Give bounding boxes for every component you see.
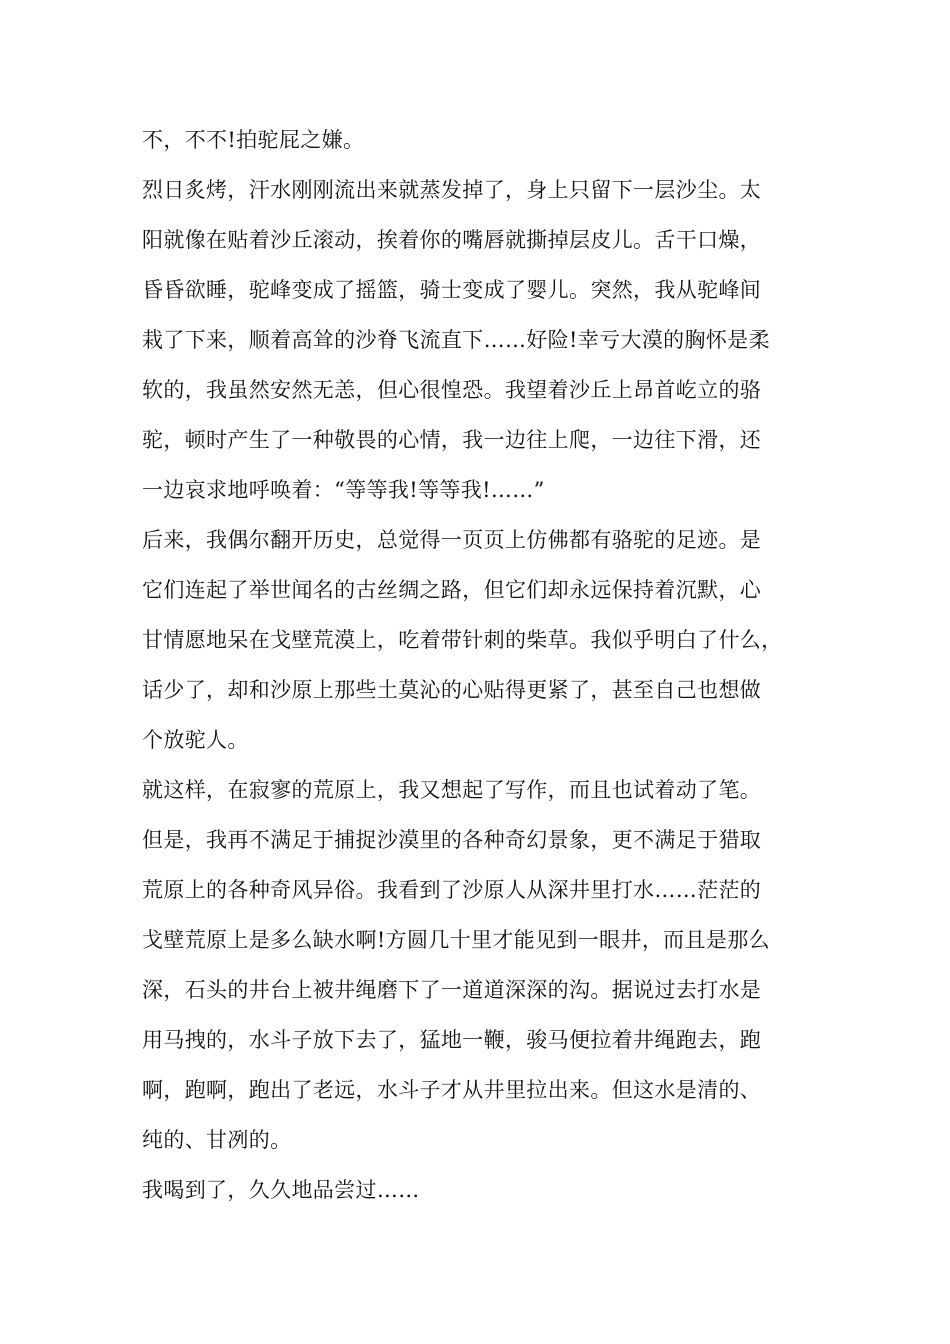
text-line: 纯的、甘冽的。 (142, 1128, 292, 1152)
text-line: 栽了下来，顺着高耸的沙脊飞流直下……好险!幸亏大漠的胸怀是柔 (142, 328, 770, 352)
text-line: 软的，我虽然安然无恙，但心很惶恐。我望着沙丘上昂首屹立的骆 (142, 378, 762, 402)
text-line: 后来，我偶尔翻开历史，总觉得一页页上仿佛都有骆驼的足迹。是 (142, 528, 762, 552)
text-line: 深，石头的井台上被井绳磨下了一道道深深的沟。据说过去打水是 (142, 978, 762, 1002)
text-line: 话少了，却和沙原上那些土莫沁的心贴得更紧了，甚至自己也想做 (142, 678, 762, 702)
text-line: 它们连起了举世闻名的古丝绸之路，但它们却永远保持着沉默，心 (142, 578, 762, 602)
text-line: 驼，顿时产生了一种敬畏的心情，我一边往上爬，一边往下滑，还 (142, 428, 762, 452)
text-line: 一边哀求地呼唤着：“等等我!等等我!……” (142, 478, 545, 502)
text-line: 甘情愿地呆在戈壁荒漠上，吃着带针刺的柴草。我似乎明白了什么， (142, 628, 783, 652)
text-line: 烈日炙烤，汗水刚刚流出来就蒸发掉了，身上只留下一层沙尘。太 (142, 178, 762, 202)
text-line: 戈壁荒原上是多么缺水啊!方圆几十里才能见到一眼井，而且是那么 (142, 928, 770, 952)
text-line: 我喝到了，久久地品尝过…… (142, 1178, 420, 1202)
text-line: 不，不不!拍驼屁之嫌。 (142, 128, 365, 152)
text-line: 阳就像在贴着沙丘滚动，挨着你的嘴唇就撕掉层皮儿。舌干口燥， (142, 228, 762, 252)
text-line: 就这样，在寂寥的荒原上，我又想起了写作，而且也试着动了笔。 (142, 778, 762, 802)
text-line: 昏昏欲睡，驼峰变成了摇篮，骑士变成了婴儿。突然，我从驼峰间 (142, 278, 762, 302)
text-line: 但是，我再不满足于捕捉沙漠里的各种奇幻景象，更不满足于猎取 (142, 828, 762, 852)
text-line: 用马拽的，水斗子放下去了，猛地一鞭，骏马便拉着井绳跑去，跑 (142, 1028, 762, 1052)
text-line: 个放驼人。 (142, 728, 249, 752)
text-body (142, 122, 810, 1222)
text-line: 啊，跑啊，跑出了老远，水斗子才从井里拉出来。但这水是清的、 (142, 1078, 762, 1102)
text-line: 荒原上的各种奇风异俗。我看到了沙原人从深井里打水……茫茫的 (142, 878, 762, 902)
